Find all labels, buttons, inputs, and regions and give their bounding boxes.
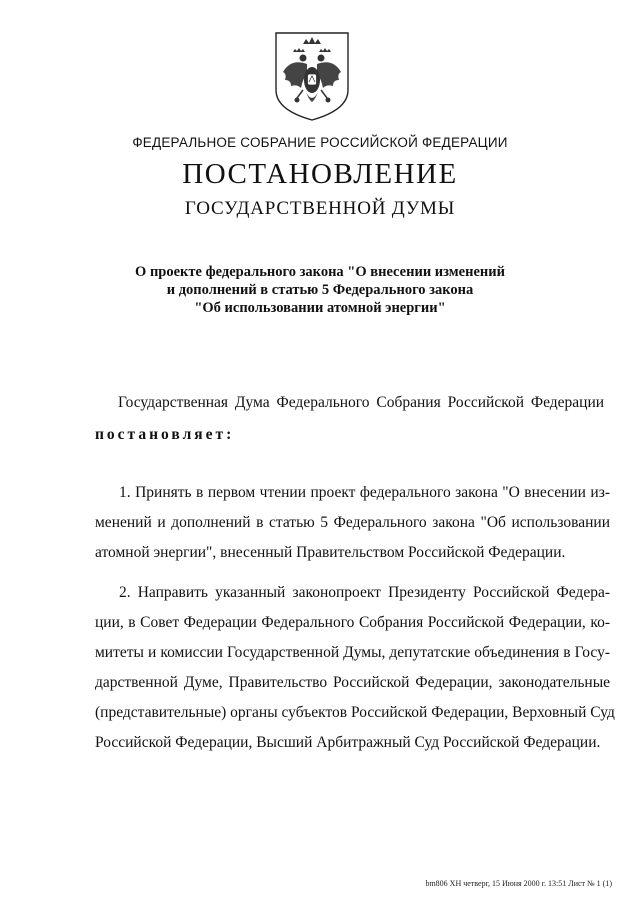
paragraph-line: митеты и комиссии Государственной Думы, депутатские объединения в Госу-	[95, 644, 610, 661]
paragraph-1	[95, 478, 610, 568]
paragraph-line: (представительные) органы субъектов Российской Федерации, Верховный Суд	[95, 704, 615, 721]
paragraph-line: Российской Федерации, Высший Арбитражный Суд Российской Федерации.	[95, 734, 601, 751]
page-footer-stamp: bm806 ХН четверг, 15 Июня 2000 г. 13:51 Лист № 1 (1)	[425, 879, 612, 888]
subject-line: О проекте федерального закона "О внесении изменений	[135, 264, 505, 280]
document-subject	[0, 263, 640, 317]
paragraph-line: атомной энергии", внесенный Правительством Российской Федерации.	[95, 544, 566, 561]
paragraph-line: дарственной Думе, Правительство Российской Федерации, законодательные	[95, 674, 610, 691]
paragraph-line: менений и дополнений в статью 5 Федерального закона "Об использовании	[95, 514, 610, 531]
preamble-text: Государственная Дума Федерального Собрания Российской Федерации	[118, 394, 605, 411]
paragraph-2	[95, 578, 615, 758]
paragraph-line: ции, в Совет Федерации Федерального Собрания Российской Федерации, ко-	[95, 614, 610, 631]
subject-line: и дополнений в статью 5 Федерального закона	[166, 282, 474, 298]
decides-keyword: постановляет:	[95, 426, 235, 443]
subject-line: "Об использовании атомной энергии"	[194, 300, 446, 316]
russian-coat-of-arms-icon	[273, 30, 351, 122]
coat-of-arms-emblem	[273, 30, 351, 122]
document-issuer-title: ГОСУДАРСТВЕННОЙ ДУМЫ	[184, 198, 456, 219]
paragraph-line: 1. Принять в первом чтении проект федерального закона "О внесении из-	[119, 484, 610, 501]
document-type-title: ПОСТАНОВЛЕНИЕ	[182, 158, 458, 190]
federal-assembly-heading: ФЕДЕРАЛЬНОЕ СОБРАНИЕ РОССИЙСКОЙ ФЕДЕРАЦИИ	[132, 135, 508, 150]
paragraph-line: 2. Направить указанный законопроект Президенту Российской Федера-	[119, 584, 610, 601]
